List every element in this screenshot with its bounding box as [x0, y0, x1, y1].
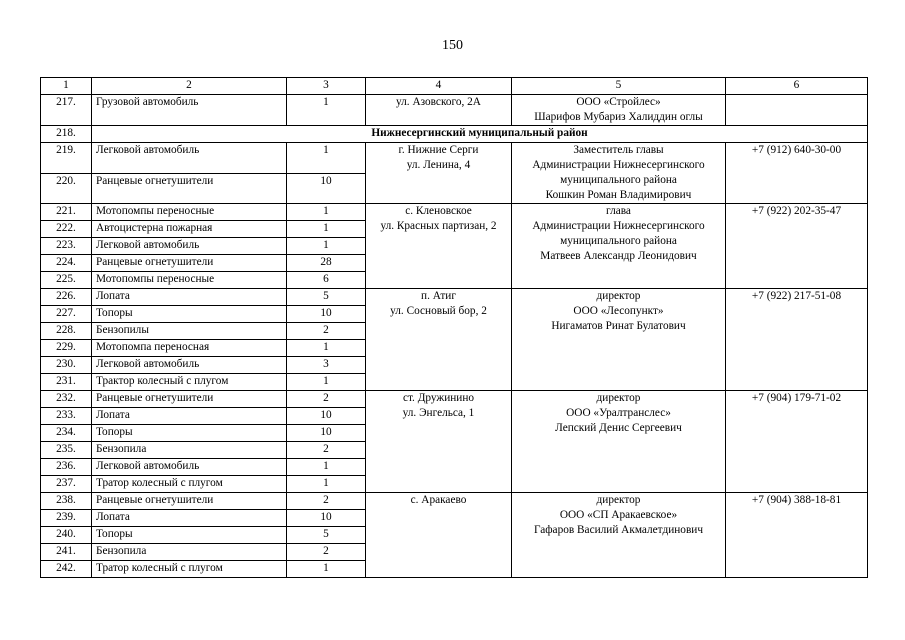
- row-number-cell: 238.: [41, 493, 92, 510]
- header-row: [41, 78, 868, 95]
- equipment-name-cell: Тратор колесный с плугом: [92, 561, 287, 578]
- quantity-cell: 2: [287, 323, 366, 340]
- quantity-cell: 1: [287, 238, 366, 255]
- contact-line: Матвеев Александр Леонидович: [540, 250, 697, 262]
- quantity-cell: 10: [287, 306, 366, 323]
- equipment-name-cell: Топоры: [92, 425, 287, 442]
- row-number-cell: 229.: [41, 340, 92, 357]
- quantity-cell: 2: [287, 391, 366, 408]
- row-number-cell: 224.: [41, 255, 92, 272]
- row-number-cell: 240.: [41, 527, 92, 544]
- address-cell: [366, 391, 512, 493]
- contact-cell: [512, 391, 726, 493]
- quantity-cell: 5: [287, 527, 366, 544]
- phone-cell: [726, 95, 868, 126]
- address-line: с. Аракаево: [410, 494, 467, 506]
- equipment-name-cell: Лопата: [92, 289, 287, 306]
- address-cell: [366, 95, 512, 126]
- quantity-cell: 1: [287, 476, 366, 493]
- address-cell: [366, 289, 512, 391]
- equipment-name-cell: Мотопомпы переносные: [92, 272, 287, 289]
- address-line: г. Нижние Серги: [398, 144, 479, 156]
- contact-line: Лепский Денис Сергеевич: [555, 422, 682, 434]
- equipment-name-cell: Ранцевые огнетушители: [92, 493, 287, 510]
- contact-line: Администрации Нижнесергинского: [532, 159, 705, 171]
- phone-cell: +7 (912) 640-30-00: [726, 143, 868, 204]
- quantity-cell: 10: [287, 510, 366, 527]
- contact-line: ООО «Лесопункт»: [573, 305, 664, 317]
- contact-line: ООО «Уралтранслес»: [566, 407, 671, 419]
- equipment-name-cell: Легковой автомобиль: [92, 357, 287, 374]
- quantity-cell: 1: [287, 143, 366, 174]
- phone-cell: +7 (904) 388-18-81: [726, 493, 868, 578]
- quantity-cell: 28: [287, 255, 366, 272]
- contact-line: директор: [596, 494, 641, 506]
- quantity-cell: 1: [287, 340, 366, 357]
- row-number-cell: 218.: [41, 126, 92, 143]
- contact-cell: [512, 493, 726, 578]
- table-row: [41, 143, 868, 174]
- equipment-name-cell: Тратор колесный с плугом: [92, 476, 287, 493]
- equipment-name-cell: Топоры: [92, 306, 287, 323]
- equipment-name-cell: Легковой автомобиль: [92, 143, 287, 174]
- row-number-cell: 231.: [41, 374, 92, 391]
- equipment-name-cell: Лопата: [92, 510, 287, 527]
- table-row: [41, 493, 868, 510]
- contact-cell: [512, 204, 726, 289]
- address-line: ул. Азовского, 2А: [396, 96, 481, 108]
- address-line: с. Кленовское: [405, 205, 472, 217]
- header-cell: 5: [512, 78, 726, 95]
- quantity-cell: 1: [287, 561, 366, 578]
- district-row: [41, 126, 868, 143]
- page-number: 150: [442, 38, 463, 53]
- equipment-name-cell: Ранцевые огнетушители: [92, 391, 287, 408]
- contact-cell: [512, 289, 726, 391]
- row-number-cell: 237.: [41, 476, 92, 493]
- row-number-cell: 230.: [41, 357, 92, 374]
- quantity-cell: 1: [287, 221, 366, 238]
- equipment-name-cell: Ранцевые огнетушители: [92, 173, 287, 204]
- header-cell: 3: [287, 78, 366, 95]
- address-cell: [366, 204, 512, 289]
- header-cell: 4: [366, 78, 512, 95]
- row-number-cell: 233.: [41, 408, 92, 425]
- table-row: [41, 95, 868, 126]
- row-number-cell: 223.: [41, 238, 92, 255]
- row-number-cell: 242.: [41, 561, 92, 578]
- quantity-cell: 10: [287, 408, 366, 425]
- equipment-name-cell: Ранцевые огнетушители: [92, 255, 287, 272]
- header-cell: 1: [41, 78, 92, 95]
- quantity-cell: 1: [287, 204, 366, 221]
- equipment-name-cell: Мотопомпа переносная: [92, 340, 287, 357]
- row-number-cell: 236.: [41, 459, 92, 476]
- header-cell: 6: [726, 78, 868, 95]
- equipment-name-cell: Трактор колесный с плугом: [92, 374, 287, 391]
- phone-cell: +7 (904) 179-71-02: [726, 391, 868, 493]
- quantity-cell: 2: [287, 544, 366, 561]
- contact-line: директор: [596, 392, 641, 404]
- contact-cell: [512, 143, 726, 204]
- equipment-name-cell: Автоцистерна пожарная: [92, 221, 287, 238]
- equipment-name-cell: Мотопомпы переносные: [92, 204, 287, 221]
- row-number-cell: 241.: [41, 544, 92, 561]
- row-number-cell: 239.: [41, 510, 92, 527]
- address-line: ул. Сосновый бор, 2: [390, 305, 487, 317]
- contact-line: Заместитель главы: [573, 144, 664, 156]
- address-line: ул. Ленина, 4: [406, 159, 471, 171]
- equipment-name-cell: Бензопила: [92, 544, 287, 561]
- row-number-cell: 225.: [41, 272, 92, 289]
- quantity-cell: 2: [287, 493, 366, 510]
- row-number-cell: 221.: [41, 204, 92, 221]
- row-number-cell: 220.: [41, 173, 92, 204]
- row-number-cell: 235.: [41, 442, 92, 459]
- row-number-cell: 219.: [41, 143, 92, 174]
- equipment-registry-table: [40, 77, 868, 578]
- table-row: [41, 204, 868, 221]
- row-number-cell: 234.: [41, 425, 92, 442]
- quantity-cell: 5: [287, 289, 366, 306]
- address-line: ул. Энгельса, 1: [402, 407, 475, 419]
- district-title-cell: Нижнесергинский муниципальный район: [92, 126, 868, 143]
- contact-line: муниципального района: [560, 174, 677, 186]
- contact-line: Администрации Нижнесергинского: [532, 220, 705, 232]
- table-row: [41, 391, 868, 408]
- row-number-cell: 232.: [41, 391, 92, 408]
- quantity-cell: 1: [287, 95, 366, 126]
- quantity-cell: 3: [287, 357, 366, 374]
- address-line: ул. Красных партизан, 2: [380, 220, 497, 232]
- header-cell: 2: [92, 78, 287, 95]
- address-line: п. Атиг: [421, 290, 456, 302]
- row-number-cell: 226.: [41, 289, 92, 306]
- row-number-cell: 227.: [41, 306, 92, 323]
- equipment-name-cell: Топоры: [92, 527, 287, 544]
- contact-line: глава: [606, 205, 631, 217]
- quantity-cell: 1: [287, 374, 366, 391]
- quantity-cell: 6: [287, 272, 366, 289]
- contact-line: Нигаматов Ринат Булатович: [551, 320, 686, 332]
- phone-cell: +7 (922) 217-51-08: [726, 289, 868, 391]
- address-line: ст. Дружинино: [402, 392, 475, 404]
- contact-line: ООО «СП Аракаевское»: [559, 509, 678, 521]
- contact-line: Шарифов Мубариз Халиддин оглы: [534, 111, 703, 123]
- equipment-name-cell: Легковой автомобиль: [92, 459, 287, 476]
- equipment-name-cell: Бензопилы: [92, 323, 287, 340]
- phone-cell: +7 (922) 202-35-47: [726, 204, 868, 289]
- address-cell: [366, 143, 512, 204]
- quantity-cell: 10: [287, 425, 366, 442]
- contact-line: директор: [596, 290, 641, 302]
- contact-cell: [512, 95, 726, 126]
- row-number-cell: 217.: [41, 95, 92, 126]
- equipment-name-cell: Лопата: [92, 408, 287, 425]
- address-cell: [366, 493, 512, 578]
- equipment-name-cell: Бензопила: [92, 442, 287, 459]
- contact-line: Кошкин Роман Владимирович: [545, 189, 692, 201]
- contact-line: Гафаров Василий Акмалетдинович: [533, 524, 704, 536]
- quantity-cell: 1: [287, 459, 366, 476]
- quantity-cell: 10: [287, 173, 366, 204]
- table-row: [41, 289, 868, 306]
- equipment-name-cell: Грузовой автомобиль: [92, 95, 287, 126]
- contact-line: ООО «Стройлес»: [576, 96, 661, 108]
- equipment-name-cell: Легковой автомобиль: [92, 238, 287, 255]
- row-number-cell: 228.: [41, 323, 92, 340]
- contact-line: муниципального района: [560, 235, 677, 247]
- quantity-cell: 2: [287, 442, 366, 459]
- row-number-cell: 222.: [41, 221, 92, 238]
